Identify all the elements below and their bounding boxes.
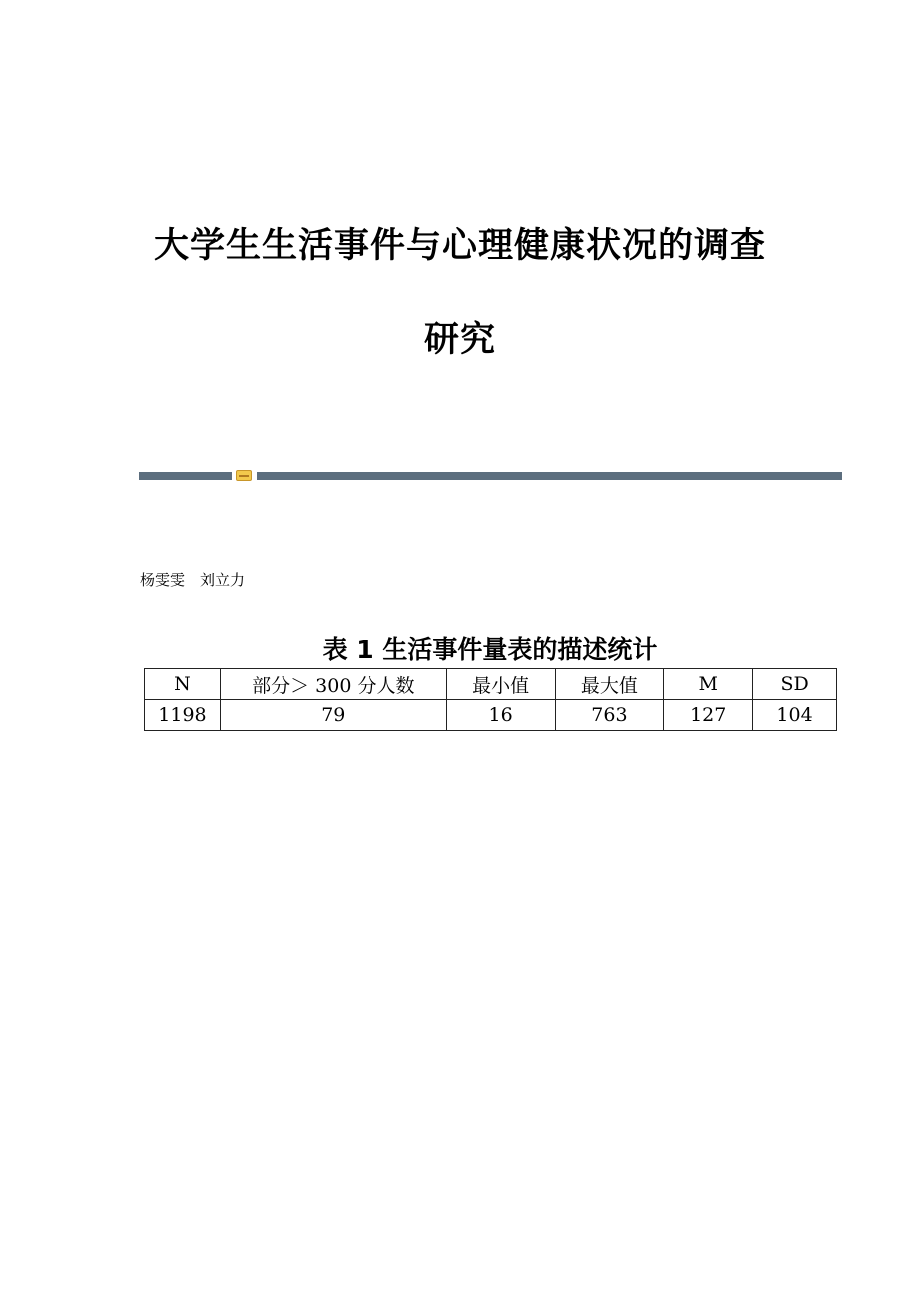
table-header-row [145,669,837,700]
header-cell-n: N [145,669,221,700]
header-cell-sd: SD [753,669,837,700]
header-cell-max: 最大值 [555,669,664,700]
authors-line: 杨雯雯 刘立力 [140,571,246,589]
descriptive-stats-table [144,668,837,731]
header-cell-over-300-count: 部分＞ 300 分人数 [220,669,446,700]
table-cell: 1198 [145,700,221,731]
divider-bar-right [257,472,842,480]
header-cell-mean: M [664,669,753,700]
document-title-line-2: 研究 [423,319,496,360]
title-divider [139,470,842,482]
table-cell: 104 [753,700,837,731]
divider-emblem-icon [236,470,252,481]
table-cell: 16 [446,700,555,731]
table-row [145,700,837,731]
document-title-line-1: 大学生生活事件与心理健康状况的调查 [153,225,766,266]
table-cell: 127 [664,700,753,731]
table-cell: 763 [555,700,664,731]
table-cell: 79 [220,700,446,731]
table-caption: 表 1 生活事件量表的描述统计 [322,635,658,664]
header-cell-min: 最小值 [446,669,555,700]
divider-bar-left [139,472,232,480]
